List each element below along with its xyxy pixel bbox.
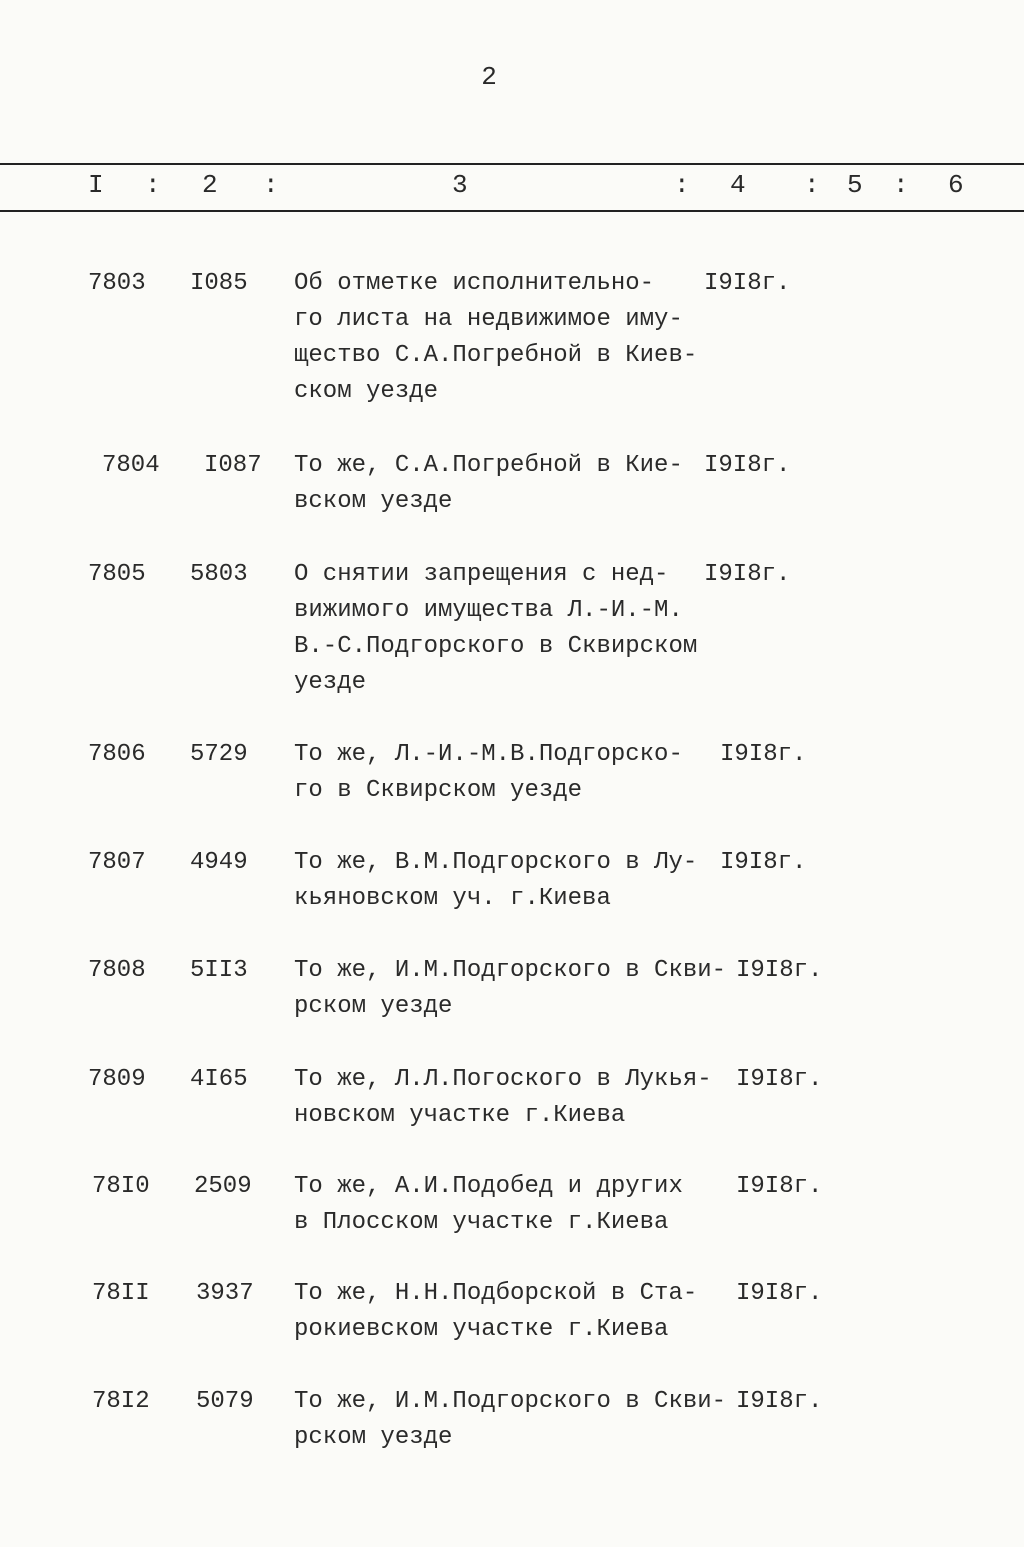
- entry-year: I9I8г.: [720, 741, 807, 768]
- column-header-3: 3: [452, 170, 468, 200]
- entry-year: I9I8г.: [736, 1066, 823, 1093]
- entry-year: I9I8г.: [704, 452, 791, 479]
- entry-year: I9I8г.: [736, 957, 823, 984]
- entry-description: Об отметке исполнительно- го листа на недвижимое иму- щество С.А.Погребной в Киев- ском уезде: [294, 270, 698, 405]
- column-separator: :: [674, 170, 690, 200]
- header-bottom-rule: [0, 210, 1024, 212]
- entry-year: I9I8г.: [720, 849, 807, 876]
- column-header-4: 4: [730, 170, 746, 200]
- entry-number: 7806: [88, 741, 146, 768]
- entry-description: То же, В.М.Подгорского в Лу- кьяновском уч. г.Киева: [294, 849, 698, 912]
- entry-year: I9I8г.: [704, 561, 791, 588]
- entry-number: 78II: [92, 1280, 150, 1307]
- file-number: 5II3: [190, 957, 248, 984]
- entry-number: 7805: [88, 561, 146, 588]
- column-separator: :: [263, 170, 279, 200]
- column-header-6: 6: [948, 170, 964, 200]
- column-header-1: I: [88, 170, 104, 200]
- entry-number: 7804: [102, 452, 160, 479]
- entry-number: 78I2: [92, 1388, 150, 1415]
- entry-number: 7807: [88, 849, 146, 876]
- entry-year: I9I8г.: [736, 1173, 823, 1200]
- file-number: I085: [190, 270, 248, 297]
- file-number: 5079: [196, 1388, 254, 1415]
- entry-description: То же, Н.Н.Подборской в Ста- рокиевском участке г.Киева: [294, 1280, 698, 1343]
- column-header-5: 5: [847, 170, 863, 200]
- file-number: 4I65: [190, 1066, 248, 1093]
- file-number: 5803: [190, 561, 248, 588]
- page-number: 2: [481, 62, 497, 92]
- file-number: I087: [204, 452, 262, 479]
- entry-description: То же, С.А.Погребной в Кие- вском уезде: [294, 452, 683, 515]
- column-header-2: 2: [202, 170, 218, 200]
- entry-year: I9I8г.: [736, 1388, 823, 1415]
- entry-number: 7808: [88, 957, 146, 984]
- file-number: 4949: [190, 849, 248, 876]
- entry-description: То же, Л.-И.-М.В.Подгорско- го в Сквирском уезде: [294, 741, 683, 804]
- header-top-rule: [0, 163, 1024, 165]
- entry-description: То же, И.М.Подгорского в Скви- рском уезде: [294, 957, 727, 1020]
- entry-description: О снятии запрещения с нед- вижимого имущества Л.-И.-М. В.-С.Подгорского в Сквирском уезде: [294, 561, 698, 696]
- file-number: 3937: [196, 1280, 254, 1307]
- entry-number: 7803: [88, 270, 146, 297]
- entry-number: 78I0: [92, 1173, 150, 1200]
- entry-year: I9I8г.: [704, 270, 791, 297]
- entry-description: То же, А.И.Подобед и других в Плосском участке г.Киева: [294, 1173, 683, 1236]
- file-number: 2509: [194, 1173, 252, 1200]
- column-separator: :: [893, 170, 909, 200]
- column-separator: :: [804, 170, 820, 200]
- entry-number: 7809: [88, 1066, 146, 1093]
- entry-description: То же, Л.Л.Погоского в Лукья- новском участке г.Киева: [294, 1066, 712, 1129]
- entry-year: I9I8г.: [736, 1280, 823, 1307]
- column-separator: :: [145, 170, 161, 200]
- entry-description: То же, И.М.Подгорского в Скви- рском уезде: [294, 1388, 727, 1451]
- file-number: 5729: [190, 741, 248, 768]
